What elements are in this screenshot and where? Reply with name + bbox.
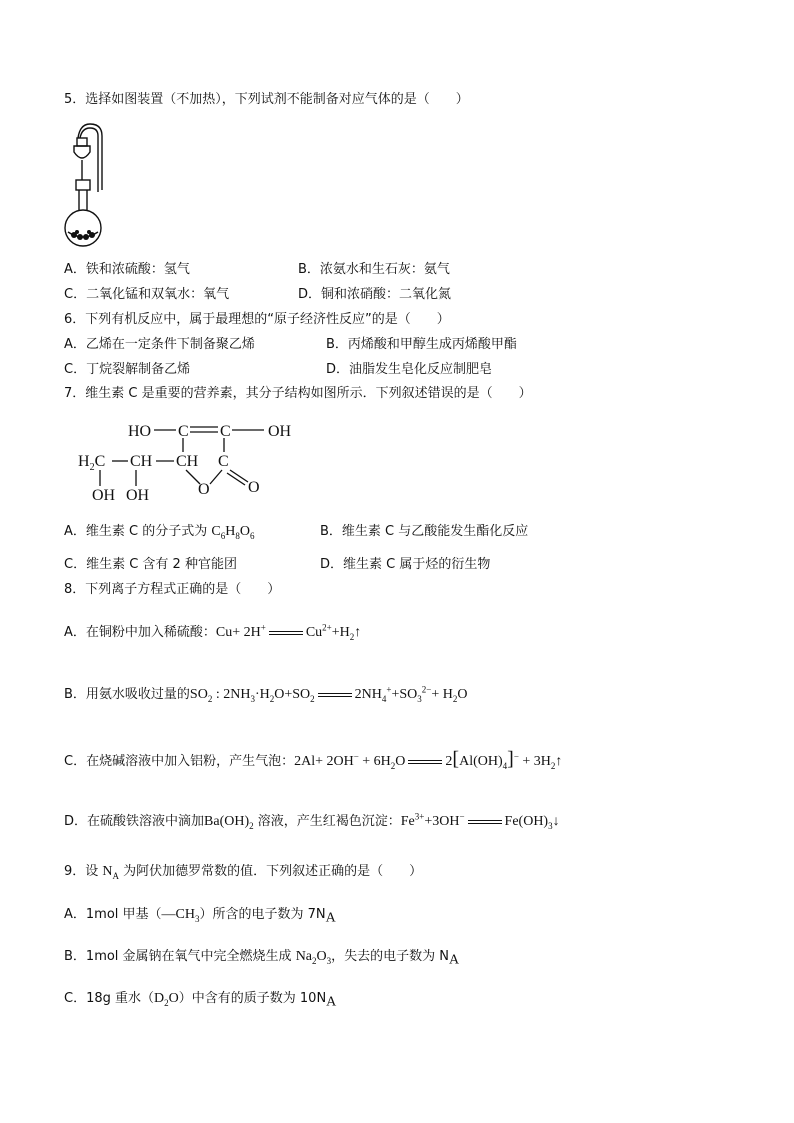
struct-o-ring: O [198, 481, 210, 498]
q7-option-d: D．维生素 C 属于烃的衍生物 [320, 557, 491, 572]
q9-option-a: A．1mol 甲基$(—CH_3)$所含的电子数为 $7N_A$ [64, 907, 336, 926]
q5-option-c: C．二氧化锰和双氧水：氧气 [64, 287, 230, 302]
vitamin-c-structure [64, 410, 299, 510]
struct-oh-right: OH [268, 423, 292, 440]
q9-option-b: B．1mol 金属钠在氧气中完全燃烧生成 $Na_2O_3$，失去的电子数为 $N_A$ [64, 949, 460, 968]
q8-option-d: D．在硫酸铁溶液中滴加$Ba(OH)_2$ 溶液，产生红褐色沉淀：$Fe^{3+}+3OH^-$ $Fe(OH)_3↓$ [64, 811, 560, 831]
q8-stem: 8．下列离子方程式正确的是（ ） [64, 582, 281, 597]
equals-bar [408, 760, 442, 764]
q9-option-c: C．18g 重水$(D_2O)$中含有的质子数为 $10N_A$ [64, 991, 337, 1010]
equals-bar [318, 693, 352, 697]
q5-option-b: B．浓氨水和生石灰：氨气 [298, 262, 450, 277]
q8-option-a: A．在铜粉中加入稀硫酸：Cu+ 2H+ $Cu^{2+}+H_2↑$ [64, 622, 362, 642]
struct-c1: C [178, 423, 189, 440]
equals-bar [269, 631, 303, 635]
q5-stem: 5．选择如图装置（不加热），下列试剂不能制备对应气体的是（ ） [64, 92, 469, 107]
q6-option-c: C．丁烷裂解制备乙烯 [64, 362, 191, 377]
apparatus-figure [64, 120, 112, 250]
struct-h2c: $H_2C$ [78, 453, 106, 473]
q7-option-a: A．维生素 C 的分子式为 $C_6H_8O_6$ [64, 524, 255, 541]
struct-oh-1: OH [92, 487, 116, 504]
struct-o-double: O [248, 479, 260, 496]
struct-oh-2: OH [126, 487, 150, 504]
q6-option-d: D．油脂发生皂化反应制肥皂 [326, 362, 493, 377]
struct-ho: HO [128, 423, 152, 440]
struct-ch-2: CH [176, 453, 199, 470]
q5-option-a: A．铁和浓硫酸：氢气 [64, 262, 190, 277]
q5-option-d: D．铜和浓硝酸：二氧化氮 [298, 287, 452, 302]
q6-stem: 6．下列有机反应中，属于最理想的“原子经济性反应”的是（ ） [64, 312, 450, 327]
q7-option-b: B．维生素 C 与乙酸能发生酯化反应 [320, 524, 529, 539]
q6-option-a: A．乙烯在一定条件下制备聚乙烯 [64, 337, 255, 352]
q7-stem: 7．维生素 C 是重要的营养素，其分子结构如图所示．下列叙述错误的是（ ） [64, 386, 532, 401]
struct-ch-1: CH [130, 453, 153, 470]
struct-c2: C [220, 423, 231, 440]
equals-bar [468, 820, 502, 824]
struct-c3: C [218, 453, 229, 470]
q8-option-b: B．用氨水吸收过量的$SO_2$ : $2NH_3\cdot H_2O+SO_2$ $2NH_4^++SO_3^{2-}+ H_2O$ [64, 684, 468, 704]
q8-option-c: C．在烧碱溶液中加入铝粉，产生气泡：$2Al+ 2OH^- + 6H_2O$ $2[Al(OH)_4]^-$ + $3H_2↑$ [64, 748, 563, 771]
q7-option-c: C．维生素 C 含有 2 种官能团 [64, 557, 237, 572]
q9-stem: 9．设 $N_A$ 为阿伏加德罗常数的值．下列叙述正确的是（ ） [64, 864, 423, 881]
q6-option-b: B．丙烯酸和甲醇生成丙烯酸甲酯 [326, 337, 517, 352]
